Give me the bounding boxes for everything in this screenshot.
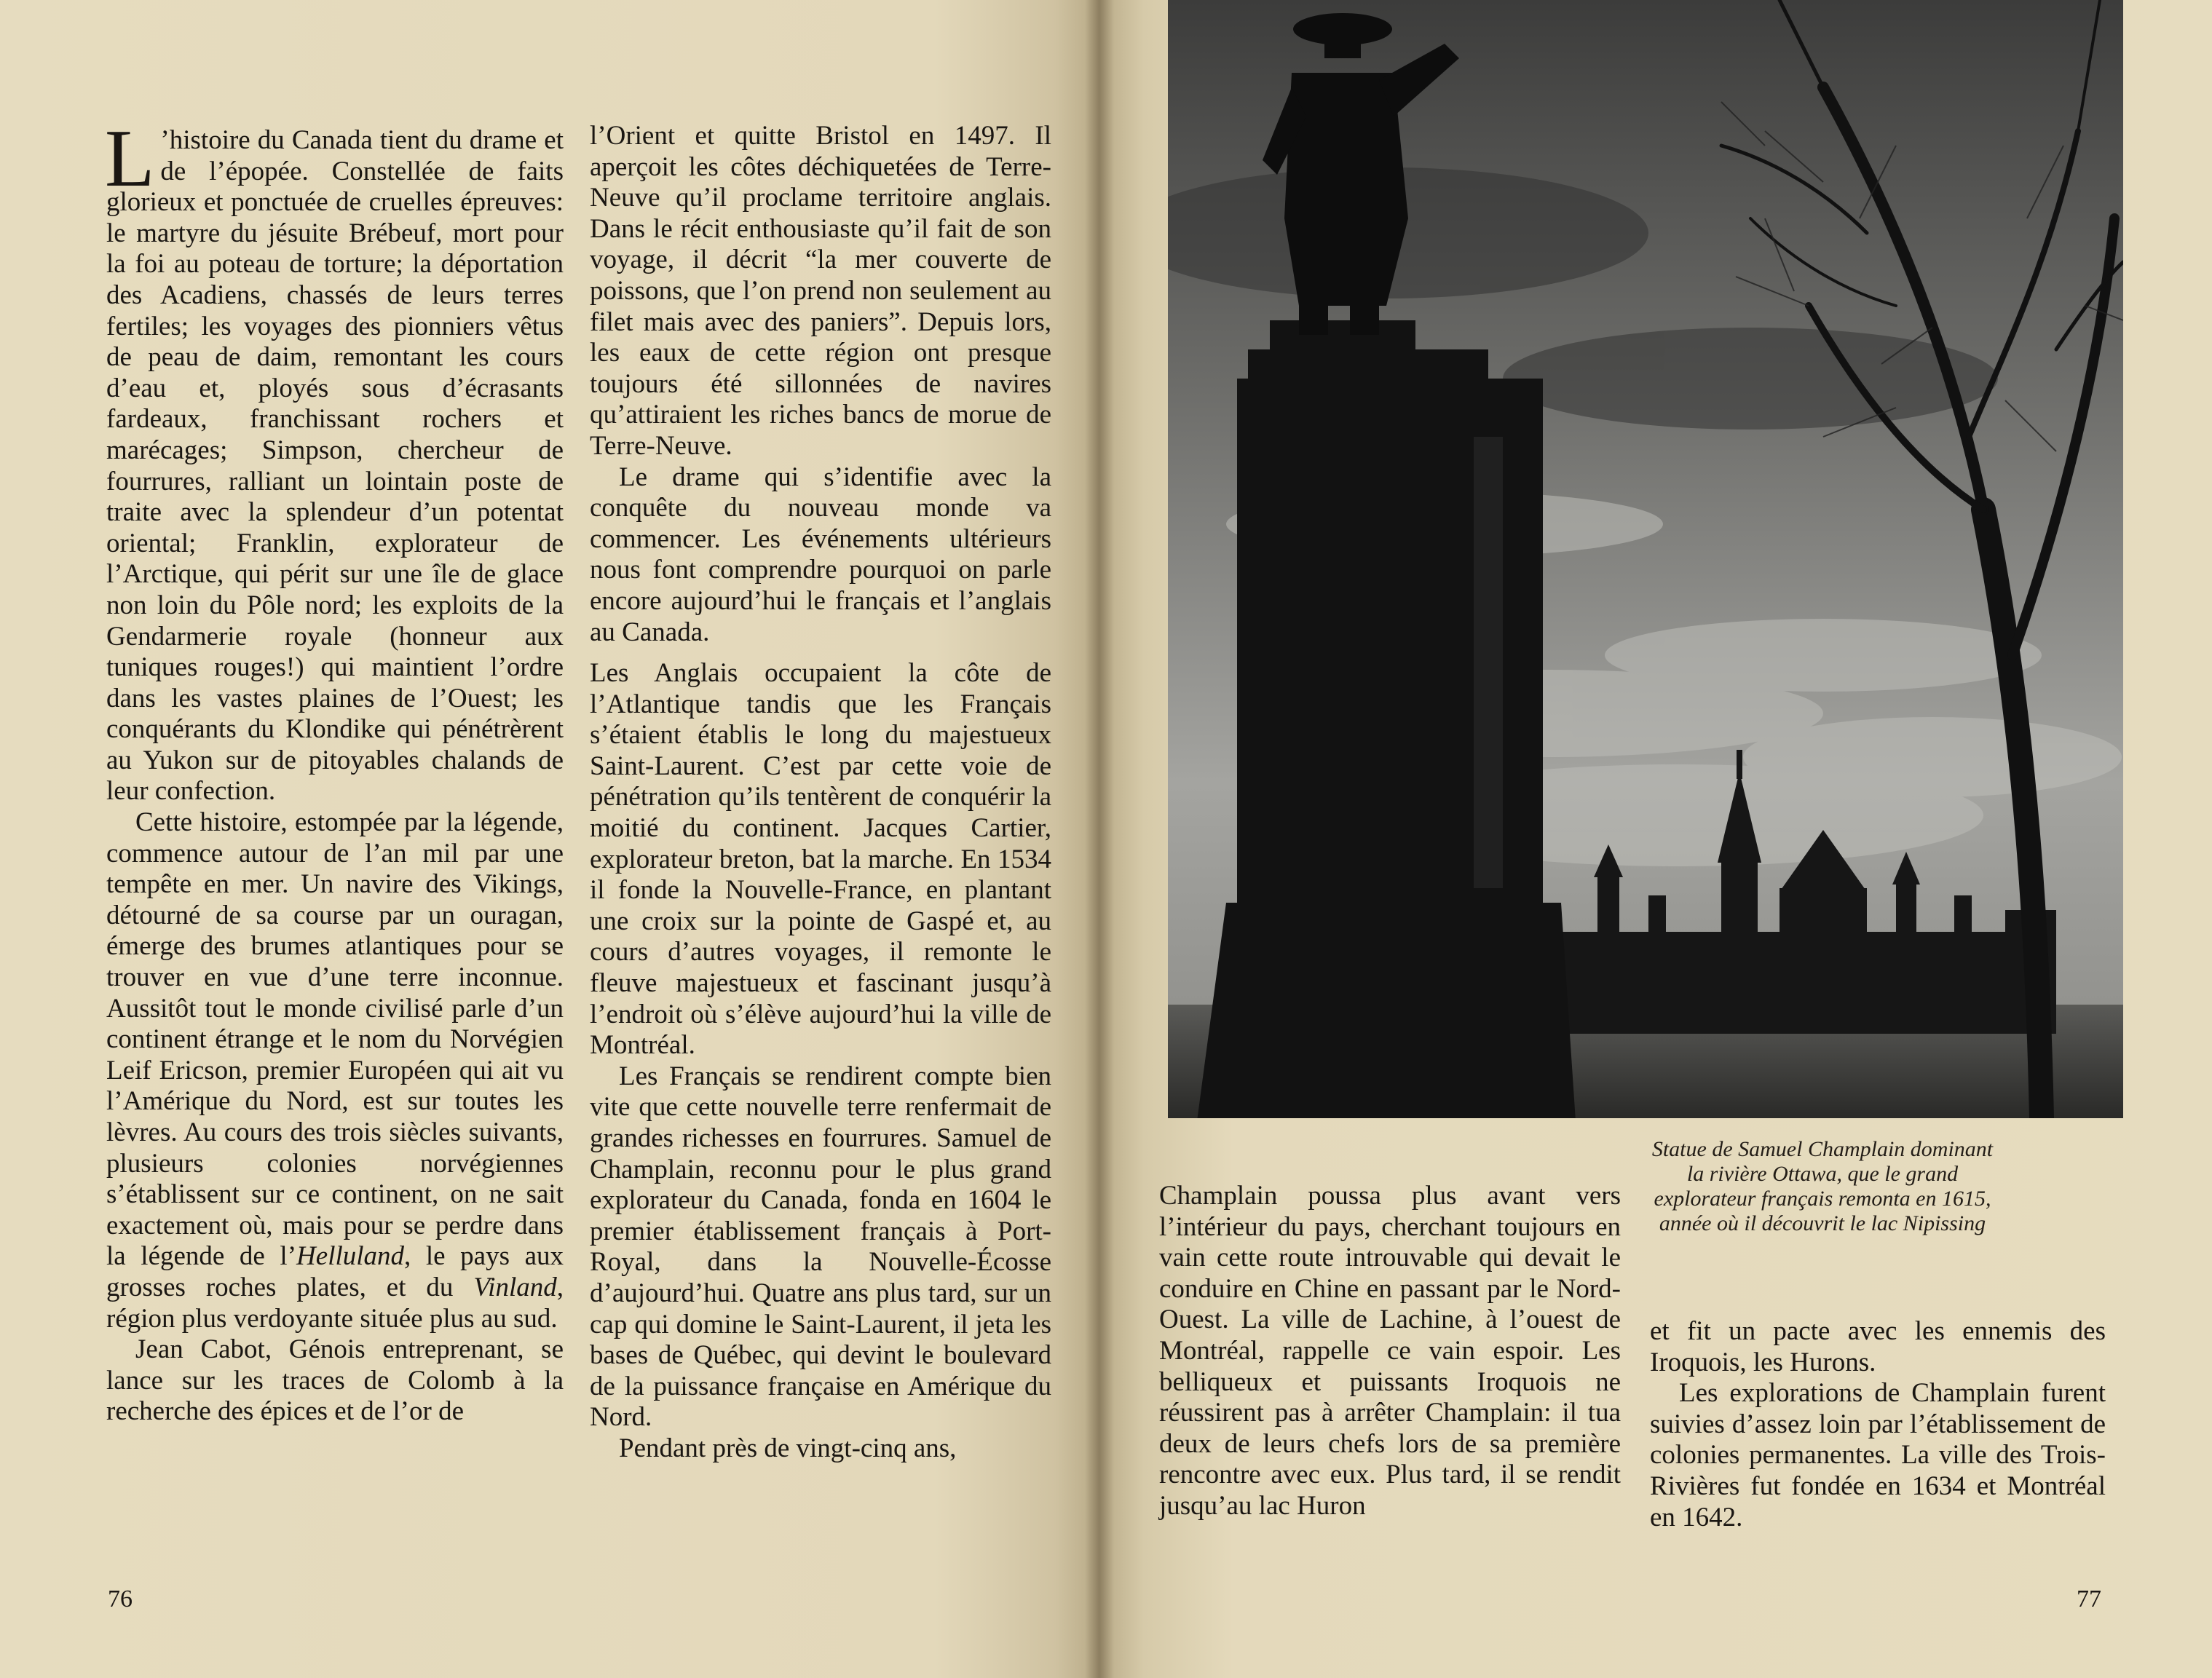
page-number: 76 — [108, 1586, 133, 1612]
paragraph-text: Cette histoire, estompée par la légende, commence autour de l’an mil par une tempête en mer. Un navire des Vikings, détourné de sa course par un ouragan, émerge des brumes atlantiques pour se trouver en vue d’une terre inconnue. Aussitôt tout le monde civilisé parle d’un continent étrange et le nom du Norvégien Leif Ericson, premier Européen qui ait vu l’Amérique du Nord, est sur toutes les lèvres. Au cours des trois siècles suivants, plusieurs colonies norvégiennes s’établissent sur ce continent, on ne sait exactement où, mais pour se perdre dans la légende de l’ — [106, 807, 564, 1272]
text-column-1 — [105, 114, 564, 1428]
champlain-statue-photo — [1168, 0, 2123, 1118]
paragraph — [106, 807, 564, 1334]
photo-caption: Statue de Samuel Champlain dominant la rivière Ottawa, que le grand explorateur français remonta en 1615, année où il découvrit le lac Nipissing — [1651, 1137, 1994, 1235]
paragraph: Pendant près de vingt-cinq ans, — [619, 1433, 957, 1463]
paragraph — [105, 114, 564, 807]
paragraph-text: , région plus verdoyante située plus au sud. — [106, 1272, 564, 1334]
paragraph-text: , le pays aux grosses roches plates, et du — [106, 1241, 564, 1302]
paragraph: et fit un pacte avec les ennemis des Iroquois, les Hurons. — [1650, 1316, 2106, 1377]
paragraph: Les explorations de Champlain furent suivies d’assez loin par l’établissement de colonies permanentes. La ville des Trois-Rivières fut fondée en 1634 et Montréal en 1642. — [1650, 1378, 2106, 1532]
emphasis-helluland: Helluland — [296, 1241, 405, 1272]
paragraph: Le drame qui s’identifie avec la conquête du nouveau monde va commencer. Les événements ultérieurs nous font comprendre pourquoi on parle encore aujourd’hui le français et l’anglais au Canada. — [590, 462, 1051, 647]
paragraph: Les Anglais occupaient la côte de l’Atlantique tandis que les Français s’étaient établis le long du majestueux Saint-Laurent. C’est par cette voie de pénétration qu’ils tentèrent de conquérir la moitié du continent. Jacques Cartier, explorateur breton, bat la marche. En 1534 il fonde la Nouvelle-France, en plantant une croix sur la pointe de Gaspé et, au cours d’autres voyages, il remonte le fleuve majestueux et fascinant jusqu’à l’endroit où s’élève aujourd’hui la ville de Montréal. — [590, 658, 1051, 1061]
text-column-3 — [1159, 1181, 1621, 1522]
paragraph-text: ’histoire du Canada tient du drame et de l’épopée. Constellée de faits glorieux et ponctuée de cruelles épreuves: le martyre du jésuite Brébeuf, mort pour la foi au poteau de torture; la déportation des Acadiens, chassés de leurs terres fertiles; les voyages des pionniers vêtus de peau de daim, remontant les cours d’eau et, ployés sous d’écrasants fardeaux, franchissant rochers et marécages; Simpson, chercheur de fourrures, ralliant un lointain poste de traite avec la splendeur d’un potentat oriental; Franklin, explorateur de l’Arctique, qui périt sur une île de glace non loin du Pôle nord; les exploits de la Gendarmerie royale (honneur aux tuniques rouges!) qui maintient l’ordre dans les vastes plaines de l’Ouest; les conquérants du Klondike qui pénétrèrent au Yukon sur de pitoyables chalands de leur confection. — [106, 125, 564, 807]
drop-cap: L — [105, 114, 155, 204]
photo-illustration — [1168, 0, 2123, 1118]
book-gutter — [1085, 0, 1114, 1678]
text-column-4 — [1650, 1316, 2106, 1533]
paragraph: l’Orient et quitte Bristol en 1497. Il aperçoit les côtes déchiquetées de Terre-Neuve qu’il proclame territoire anglais. Dans le récit enthousiaste qu’il fait de son voyage, il décrit “la mer couverte de poissons, que l’on prend non seulement au filet mais avec des paniers”. Depuis lors, les eaux de cette région ont presque toujours été sillonnées de navires qu’attiraient les riches bancs de morue de Terre-Neuve. — [590, 121, 1051, 461]
paragraph: Les Français se rendirent compte bien vite que cette nouvelle terre renfermait de grandes richesses en fourrures. Samuel de Champlain, reconnu pour le plus grand explorateur du Canada, fonda en 1604 le premier établissement français à Port-Royal, dans la Nouvelle-Écosse d’aujourd’hui. Quatre ans plus tard, sur un cap qui domine le Saint-Laurent, il jeta les bases de Québec, qui devint le boulevard de la puissance française en Amérique du Nord. — [590, 1061, 1051, 1433]
page-number: 77 — [2077, 1586, 2101, 1612]
paragraph: Champlain poussa plus avant vers l’intérieur du pays, cherchant toujours en vain cette route introuvable qui devait le conduire en Chine en passant par le Nord-Ouest. La ville de Lachine, à l’ouest de Montréal, rappelle ce vain espoir. Les belliqueux et puissants Iroquois ne réussirent pas à arrêter Champlain: il tua deux de leurs chefs lors de sa première rencontre avec eux. Plus tard, il se rendit jusqu’au lac Huron — [1159, 1181, 1621, 1521]
left-page — [0, 0, 1099, 1678]
text-column-2 — [590, 121, 1051, 1465]
emphasis-vinland: Vinland — [473, 1272, 557, 1302]
paragraph: Jean Cabot, Génois entreprenant, se lance sur les traces de Colomb à la recherche des épices et de l’or de — [106, 1334, 564, 1427]
